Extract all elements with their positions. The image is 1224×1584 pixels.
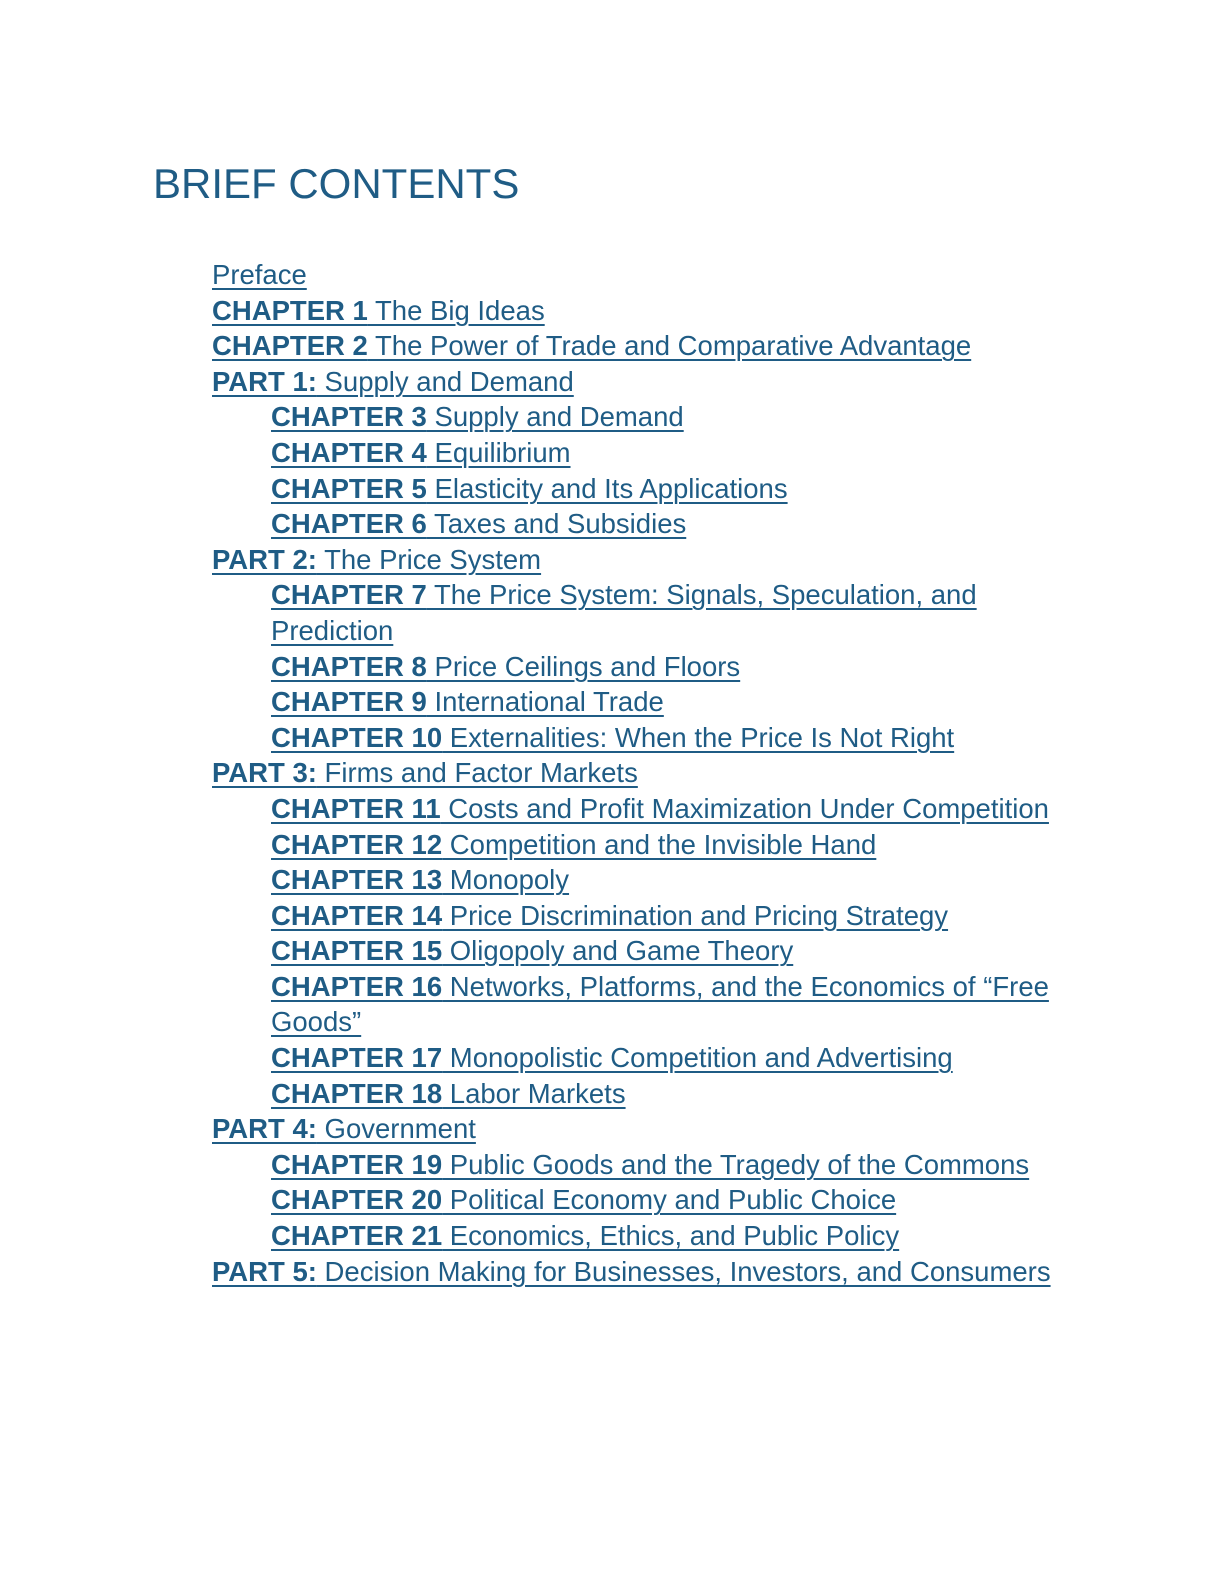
toc-entry-title: The Price System bbox=[316, 543, 542, 575]
toc-entry-title: Price Discrimination and Pricing Strategy bbox=[442, 899, 949, 931]
toc-entry bbox=[212, 471, 1052, 507]
toc-entry-number: PART 5: bbox=[212, 1255, 317, 1287]
toc-entry-title: International Trade bbox=[426, 686, 664, 718]
toc-link[interactable] bbox=[212, 366, 574, 397]
toc-entry-number: CHAPTER 1 bbox=[212, 294, 368, 326]
toc-link[interactable] bbox=[271, 1220, 899, 1251]
toc-entry bbox=[212, 649, 1052, 685]
toc-entry-title: Equilibrium bbox=[426, 436, 571, 468]
toc-entry bbox=[212, 755, 1052, 791]
toc-entry-title: Networks, Platforms, and the Economics of “Free Goods” bbox=[271, 970, 1049, 1038]
toc-entry bbox=[212, 1218, 1052, 1254]
toc-entry bbox=[212, 1040, 1052, 1076]
toc-link[interactable] bbox=[212, 757, 638, 788]
toc-link[interactable] bbox=[212, 295, 545, 326]
toc-link[interactable] bbox=[271, 1078, 626, 1109]
toc-link[interactable] bbox=[212, 544, 541, 575]
toc-entry-title: Decision Making for Businesses, Investors, and Consumers bbox=[316, 1255, 1051, 1287]
toc-entry bbox=[212, 720, 1052, 756]
toc-link[interactable] bbox=[212, 1256, 1051, 1287]
toc-entry bbox=[212, 542, 1052, 578]
toc-link[interactable] bbox=[212, 259, 307, 290]
toc-link[interactable] bbox=[271, 722, 954, 753]
toc-entry-title: Supply and Demand bbox=[426, 401, 684, 433]
toc-entry-number: PART 4: bbox=[212, 1113, 317, 1145]
toc-link[interactable] bbox=[271, 900, 948, 931]
toc-entry-title: The Big Ideas bbox=[367, 294, 545, 326]
toc-entry-title: Oligopoly and Game Theory bbox=[442, 935, 794, 967]
toc-entry bbox=[212, 506, 1052, 542]
toc-entry bbox=[212, 1076, 1052, 1112]
toc-link[interactable] bbox=[271, 829, 876, 860]
toc-entry-title: Firms and Factor Markets bbox=[316, 757, 638, 789]
toc-entry bbox=[212, 1254, 1052, 1290]
toc-entry-number: CHAPTER 6 bbox=[271, 508, 427, 540]
toc-entry-title: Preface bbox=[212, 259, 307, 290]
toc-entry-number: PART 3: bbox=[212, 757, 317, 789]
toc-entry-number: CHAPTER 5 bbox=[271, 472, 427, 504]
toc-entry-number: CHAPTER 13 bbox=[271, 864, 443, 896]
toc-entry bbox=[212, 969, 1052, 1040]
toc-entry-number: CHAPTER 19 bbox=[271, 1148, 443, 1180]
toc-entry-number: CHAPTER 9 bbox=[271, 686, 427, 718]
toc-entry-title: Economics, Ethics, and Public Policy bbox=[442, 1220, 900, 1252]
toc-entry-title: Costs and Profit Maximization Under Competition bbox=[440, 792, 1049, 824]
toc-entry-number: CHAPTER 3 bbox=[271, 401, 427, 433]
toc-entry bbox=[212, 293, 1052, 329]
table-of-contents bbox=[212, 257, 1052, 1289]
toc-entry-title: The Power of Trade and Comparative Advantage bbox=[367, 330, 972, 362]
toc-entry-number: CHAPTER 14 bbox=[271, 899, 443, 931]
toc-entry-title: Taxes and Subsidies bbox=[426, 508, 687, 540]
toc-link[interactable] bbox=[271, 437, 571, 468]
toc-entry-number: CHAPTER 2 bbox=[212, 330, 368, 362]
toc-entry-title: Government bbox=[316, 1113, 476, 1145]
toc-entry-number: PART 1: bbox=[212, 365, 317, 397]
toc-entry-number: CHAPTER 10 bbox=[271, 721, 443, 753]
toc-entry bbox=[212, 684, 1052, 720]
toc-entry bbox=[212, 328, 1052, 364]
toc-entry-number: CHAPTER 4 bbox=[271, 436, 427, 468]
page-title: BRIEF CONTENTS bbox=[153, 160, 520, 207]
toc-entry-title: Monopolistic Competition and Advertising bbox=[442, 1042, 953, 1074]
toc-entry-title: Supply and Demand bbox=[316, 365, 574, 397]
toc-entry bbox=[212, 257, 1052, 293]
toc-entry bbox=[212, 435, 1052, 471]
toc-link[interactable] bbox=[271, 651, 740, 682]
toc-link[interactable] bbox=[271, 1184, 896, 1215]
toc-entry bbox=[212, 791, 1052, 827]
toc-entry-title: Price Ceilings and Floors bbox=[426, 650, 741, 682]
toc-entry-number: CHAPTER 8 bbox=[271, 650, 427, 682]
toc-link[interactable] bbox=[271, 401, 684, 432]
toc-entry-title: The Price System: Signals, Speculation, and Prediction bbox=[271, 579, 977, 646]
toc-link[interactable] bbox=[271, 864, 569, 895]
toc-link[interactable] bbox=[271, 508, 686, 539]
toc-entry-number: CHAPTER 11 bbox=[271, 792, 441, 824]
toc-entry-number: CHAPTER 20 bbox=[271, 1184, 443, 1216]
toc-entry bbox=[212, 1111, 1052, 1147]
toc-entry bbox=[212, 399, 1052, 435]
toc-link[interactable] bbox=[271, 1149, 1029, 1180]
toc-entry-title: Political Economy and Public Choice bbox=[442, 1184, 897, 1216]
toc-link[interactable] bbox=[271, 1042, 953, 1073]
toc-entry-title: Elasticity and Its Applications bbox=[426, 472, 788, 504]
toc-entry bbox=[212, 898, 1052, 934]
toc-entry-number: CHAPTER 15 bbox=[271, 935, 443, 967]
toc-entry-title: Externalities: When the Price Is Not Right bbox=[442, 721, 955, 753]
toc-entry-number: PART 2: bbox=[212, 543, 317, 575]
toc-entry bbox=[212, 1182, 1052, 1218]
toc-link[interactable] bbox=[271, 686, 664, 717]
toc-entry-number: CHAPTER 12 bbox=[271, 828, 443, 860]
toc-link[interactable] bbox=[271, 473, 788, 504]
toc-link[interactable] bbox=[271, 935, 793, 966]
toc-entry bbox=[212, 827, 1052, 863]
toc-entry bbox=[212, 862, 1052, 898]
toc-entry bbox=[212, 577, 1052, 648]
toc-entry-title: Competition and the Invisible Hand bbox=[442, 828, 877, 860]
toc-entry bbox=[212, 1147, 1052, 1183]
toc-link[interactable] bbox=[271, 579, 977, 646]
toc-entry-number: CHAPTER 7 bbox=[271, 579, 427, 611]
toc-link[interactable] bbox=[212, 1113, 476, 1144]
toc-entry-number: CHAPTER 16 bbox=[271, 970, 443, 1002]
toc-link[interactable] bbox=[271, 793, 1049, 824]
toc-entry-title: Monopoly bbox=[442, 864, 570, 896]
toc-entry bbox=[212, 933, 1052, 969]
toc-entry-number: CHAPTER 21 bbox=[271, 1220, 443, 1252]
toc-link[interactable] bbox=[271, 971, 1049, 1038]
toc-entry bbox=[212, 364, 1052, 400]
toc-link[interactable] bbox=[212, 330, 971, 361]
toc-entry-title: Labor Markets bbox=[442, 1077, 626, 1109]
toc-entry-title: Public Goods and the Tragedy of the Commons bbox=[442, 1148, 1030, 1180]
toc-entry-number: CHAPTER 18 bbox=[271, 1077, 443, 1109]
toc-entry-number: CHAPTER 17 bbox=[271, 1042, 443, 1074]
